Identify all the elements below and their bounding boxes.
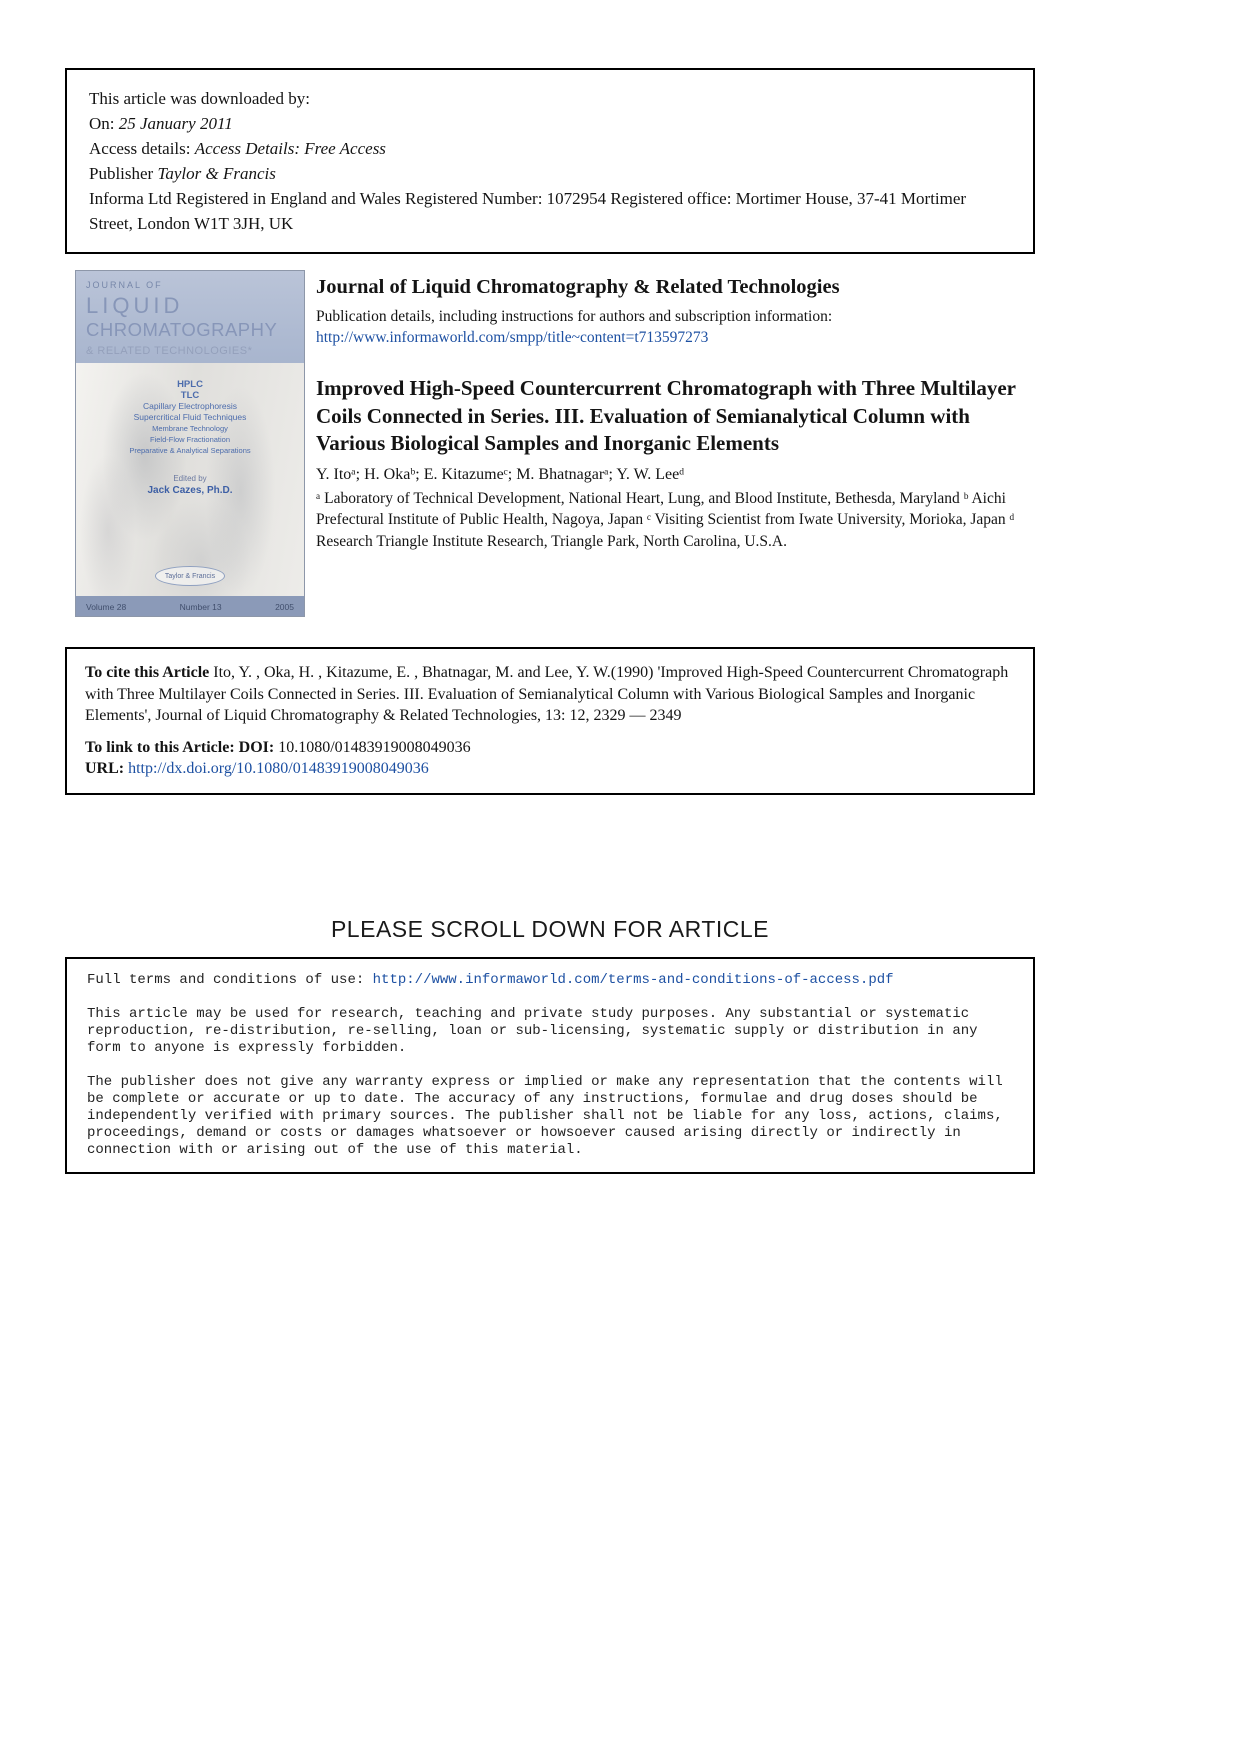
cover-masthead [76, 271, 304, 363]
publisher-name: Taylor & Francis [157, 164, 276, 183]
downloaded-by-line: This article was downloaded by: [89, 89, 310, 108]
journal-cover-image [75, 270, 305, 617]
cover-artwork [76, 363, 304, 596]
cite-paragraph [85, 662, 1015, 727]
cover-topic: TLC [180, 390, 200, 401]
article-header-column [316, 276, 1038, 552]
cover-topic: Preparative & Analytical Separations [129, 446, 251, 455]
scroll-down-banner: PLEASE SCROLL DOWN FOR ARTICLE [330, 916, 770, 942]
cover-kicker: JOURNAL OF [86, 280, 163, 290]
terms-box [65, 957, 1035, 1174]
article-metadata [316, 375, 1038, 552]
informa-registration-line: Informa Ltd Registered in England and Wales Registered Number: 1072954 Registered office: Mortimer House, 37-41 Mortimer Street, London W1T 3JH, UK [89, 189, 967, 233]
download-date-line [89, 111, 1011, 136]
article-doi-link[interactable]: http://dx.doi.org/10.1080/01483919008049036 [128, 760, 429, 777]
taylor-francis-logo-icon: Taylor & Francis [155, 566, 225, 586]
download-info-box [65, 68, 1035, 254]
journal-homepage-line [316, 327, 1038, 349]
url-line [85, 758, 1015, 780]
journal-title: Journal of Liquid Chromatography & Related Technologies [316, 276, 840, 298]
cover-title-chromatography: CHROMATOGRAPHY [86, 319, 278, 340]
cite-label: To cite this Article [85, 664, 210, 681]
cover-topic: Field-Flow Fractionation [149, 435, 231, 444]
cover-edited-by-label: Edited by [173, 474, 207, 483]
cover-volume: Volume 28 [86, 602, 127, 612]
cite-text: Ito, Y. , Oka, H. , Kitazume, E. , Bhatnagar, M. and Lee, Y. W.(1990) 'Improved High-Speed Countercurrent Chromatograph with Three Multilayer Coils Connected in Series. III. Evaluation of Semianalytical Column with Various Biological Samples and Inorganic Elements', Journal of Liquid Chromatography & Related Technologies, 13: 12, 2329 — 2349 [85, 664, 1009, 724]
article-authors: Y. Itoᵃ; H. Okaᵇ; E. Kitazumeᶜ; M. Bhatnagarᵃ; Y. W. Leeᵈ [316, 465, 685, 483]
doi-line [85, 737, 1015, 759]
access-value: Access Details: Free Access [194, 139, 386, 158]
cover-topic: Supercritical Fluid Techniques [133, 412, 247, 422]
cover-title-liquid: LIQUID [86, 293, 184, 318]
usage-terms-paragraph: This article may be used for research, teaching and private study purposes. Any substantial or systematic reproduction, re-distribution, re-selling, loan or sub-licensing, systematic supply or distribution in any form to anyone is expressly forbidden. [87, 1006, 978, 1056]
full-terms-line [87, 972, 1013, 989]
article-affiliations: ᵃ Laboratory of Technical Development, National Heart, Lung, and Blood Institute, Bethesda, Maryland ᵇ Aichi Prefectural Institute of Public Health, Nagoya, Japan ᶜ Visiting Scientist from Iwate University, Morioka, Japan ᵈ Research Triangle Institute Research, Triangle Park, North Carolina, U.S.A. [316, 489, 1015, 550]
publisher-label: Publisher [89, 164, 158, 183]
doi-value: 10.1080/01483919008049036 [274, 738, 471, 756]
access-details-line [89, 136, 1011, 161]
publication-details-text: Publication details, including instructions for authors and subscription information: [316, 308, 833, 325]
cover-subtitle: & RELATED TECHNOLOGIES* [86, 345, 253, 357]
cover-topic: HPLC [177, 379, 203, 390]
article-title: Improved High-Speed Countercurrent Chromatograph with Three Multilayer Coils Connected in Series. III. Evaluation of Semianalytical Column with Various Biological Samples and Inorganic Elements [316, 376, 1016, 455]
cover-footer-strip [76, 596, 304, 617]
full-terms-label: Full terms and conditions of use: [87, 972, 373, 988]
cover-year: 2005 [275, 602, 294, 612]
on-label: On: [89, 114, 119, 133]
url-label: URL: [85, 760, 129, 777]
download-date: 25 January 2011 [118, 114, 233, 133]
cover-topic: Capillary Electrophoresis [142, 401, 237, 411]
publisher-line [89, 161, 1011, 186]
warranty-disclaimer-paragraph: The publisher does not give any warranty express or implied or make any representation that the contents will be complete or accurate or up to date. The accuracy of any instructions, formulae and drug doses should be independently verified with primary sources. The publisher shall not be liable for any loss, actions, claims, proceedings, demand or costs or damages whatsoever or howsoever caused arising directly or indirectly in connection with or arising out of the use of this material. [87, 1074, 1003, 1158]
cover-number: Number 13 [179, 602, 222, 612]
citation-box [65, 647, 1035, 795]
cover-topic: Membrane Technology [152, 424, 228, 433]
doi-label: To link to this Article: DOI: [85, 738, 275, 756]
access-label: Access details: [89, 139, 195, 158]
journal-homepage-link[interactable]: http://www.informaworld.com/smpp/title~content=t713597273 [316, 329, 709, 346]
terms-pdf-link[interactable]: http://www.informaworld.com/terms-and-conditions-of-access.pdf [372, 972, 894, 988]
cover-topic-list [76, 363, 304, 456]
cover-editor-name: Jack Cazes, Ph.D. [147, 485, 233, 496]
